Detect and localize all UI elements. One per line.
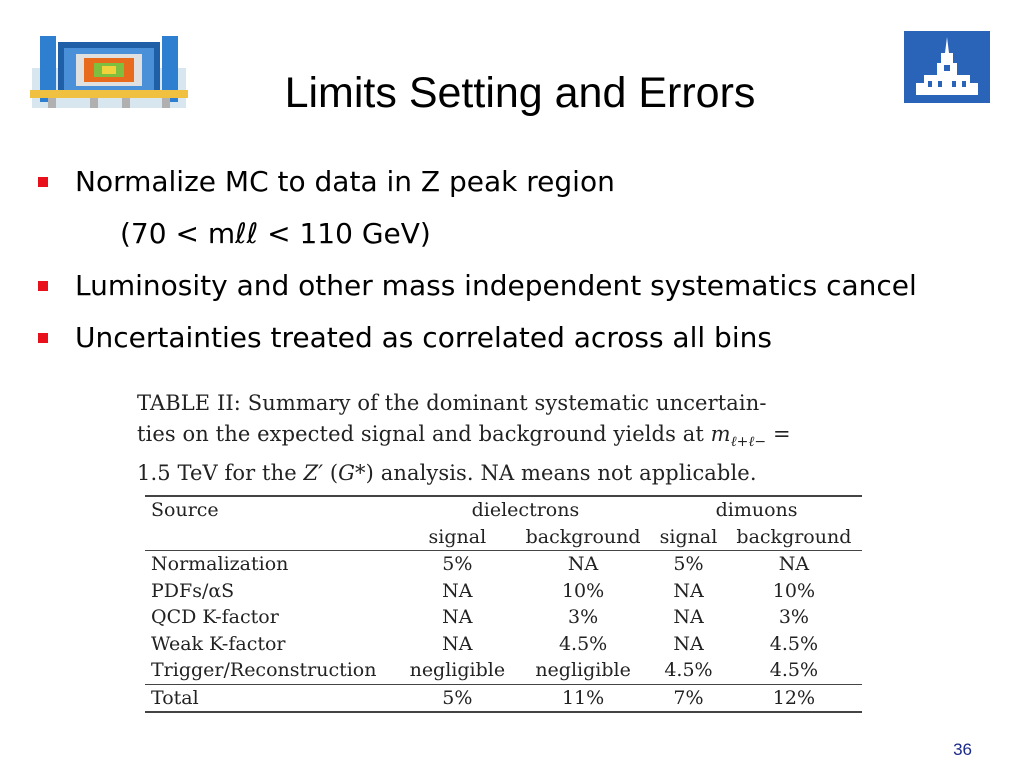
caption-text: 1.5 TeV for the (137, 461, 304, 486)
row-source: Weak K-factor (151, 632, 286, 655)
caption-text: = (766, 422, 791, 446)
subheader-cell: signal (428, 525, 487, 548)
table-cell: NA (442, 579, 473, 602)
table-cell: 5% (400, 684, 515, 712)
table-cell: 5% (400, 551, 515, 578)
table-header-row (145, 496, 862, 524)
caption-line (137, 458, 867, 489)
bullet-text: Normalize MC to data in Z peak region (75, 165, 615, 198)
bullet-list (38, 160, 998, 368)
table-cell: negligible (409, 659, 506, 682)
bullet-square-icon (38, 281, 48, 291)
table-cell: NA (673, 632, 704, 655)
university-logo (904, 31, 990, 103)
table-row (145, 604, 862, 631)
caption-line: TABLE II: Summary of the dominant systematic uncertain- (137, 391, 767, 415)
row-source: Total (145, 684, 400, 712)
row-source: Normalization (145, 551, 400, 578)
table-subheader-row (145, 524, 862, 551)
systematics-table-figure (137, 388, 867, 713)
caption-text: ( (323, 461, 339, 486)
caption-math: G* (338, 461, 366, 486)
table-total-row (145, 684, 862, 712)
table-cell: NA (673, 606, 704, 629)
subheader-cell: background (736, 525, 852, 548)
table-cell: 4.5% (769, 659, 819, 682)
bullet-text: Luminosity and other mass independent systematics cancel (75, 269, 917, 302)
table-cell: 3% (778, 606, 809, 629)
table-cell (145, 524, 400, 551)
bullet-item (38, 264, 998, 316)
bullet-item (38, 160, 998, 212)
bullet-subitem (38, 212, 998, 264)
bullet-item (38, 316, 998, 368)
header-source: Source (145, 496, 400, 524)
table-cell: 7% (651, 684, 726, 712)
table-row (145, 551, 862, 578)
table-cell: NA (442, 606, 473, 629)
row-source: Trigger/Reconstruction (151, 659, 377, 682)
header-dimuons: dimuons (651, 496, 862, 524)
table-row (145, 631, 862, 658)
subheader-cell: signal (659, 525, 718, 548)
table-cell: 4.5% (558, 632, 608, 655)
table-cell: NA (515, 551, 651, 578)
table-cell: 12% (726, 684, 862, 712)
bullet-text: Uncertainties treated as correlated across all bins (75, 321, 772, 354)
bullet-square-icon (38, 177, 48, 187)
table-caption (137, 388, 867, 489)
caption-math: Z′ (303, 461, 324, 486)
table-cell: NA (442, 632, 473, 655)
page-number: 36 (953, 740, 972, 759)
systematics-table (145, 495, 862, 713)
table-row (145, 578, 862, 605)
row-source: PDFs/αS (151, 579, 235, 602)
table-cell: negligible (535, 659, 631, 682)
subheader-cell: background (525, 525, 641, 548)
table-row (145, 657, 862, 684)
table-cell: 10% (561, 579, 605, 602)
table-cell: 4.5% (769, 632, 819, 655)
caption-math: m (710, 422, 731, 446)
slide-title: Limits Setting and Errors (284, 69, 756, 117)
bullet-text: (70 < mℓℓ < 110 GeV) (120, 217, 431, 250)
table-cell: 4.5% (664, 659, 713, 682)
header-dielectrons: dielectrons (400, 496, 651, 524)
table-cell: 3% (568, 606, 599, 629)
atlas-detector-logo (30, 28, 188, 110)
bullet-square-icon (38, 333, 48, 343)
caption-text: ties on the expected signal and background yields at (137, 422, 711, 446)
table-cell: NA (673, 579, 704, 602)
caption-text: ) analysis. NA means not applicable. (365, 461, 757, 486)
table-cell: NA (726, 551, 862, 578)
table-cell: 5% (651, 551, 726, 578)
caption-math-subscript: ℓ+ℓ− (730, 434, 767, 451)
row-source: QCD K-factor (151, 606, 279, 629)
table-cell: 11% (515, 684, 651, 712)
table-cell: 10% (772, 579, 816, 602)
caption-line (137, 419, 867, 458)
